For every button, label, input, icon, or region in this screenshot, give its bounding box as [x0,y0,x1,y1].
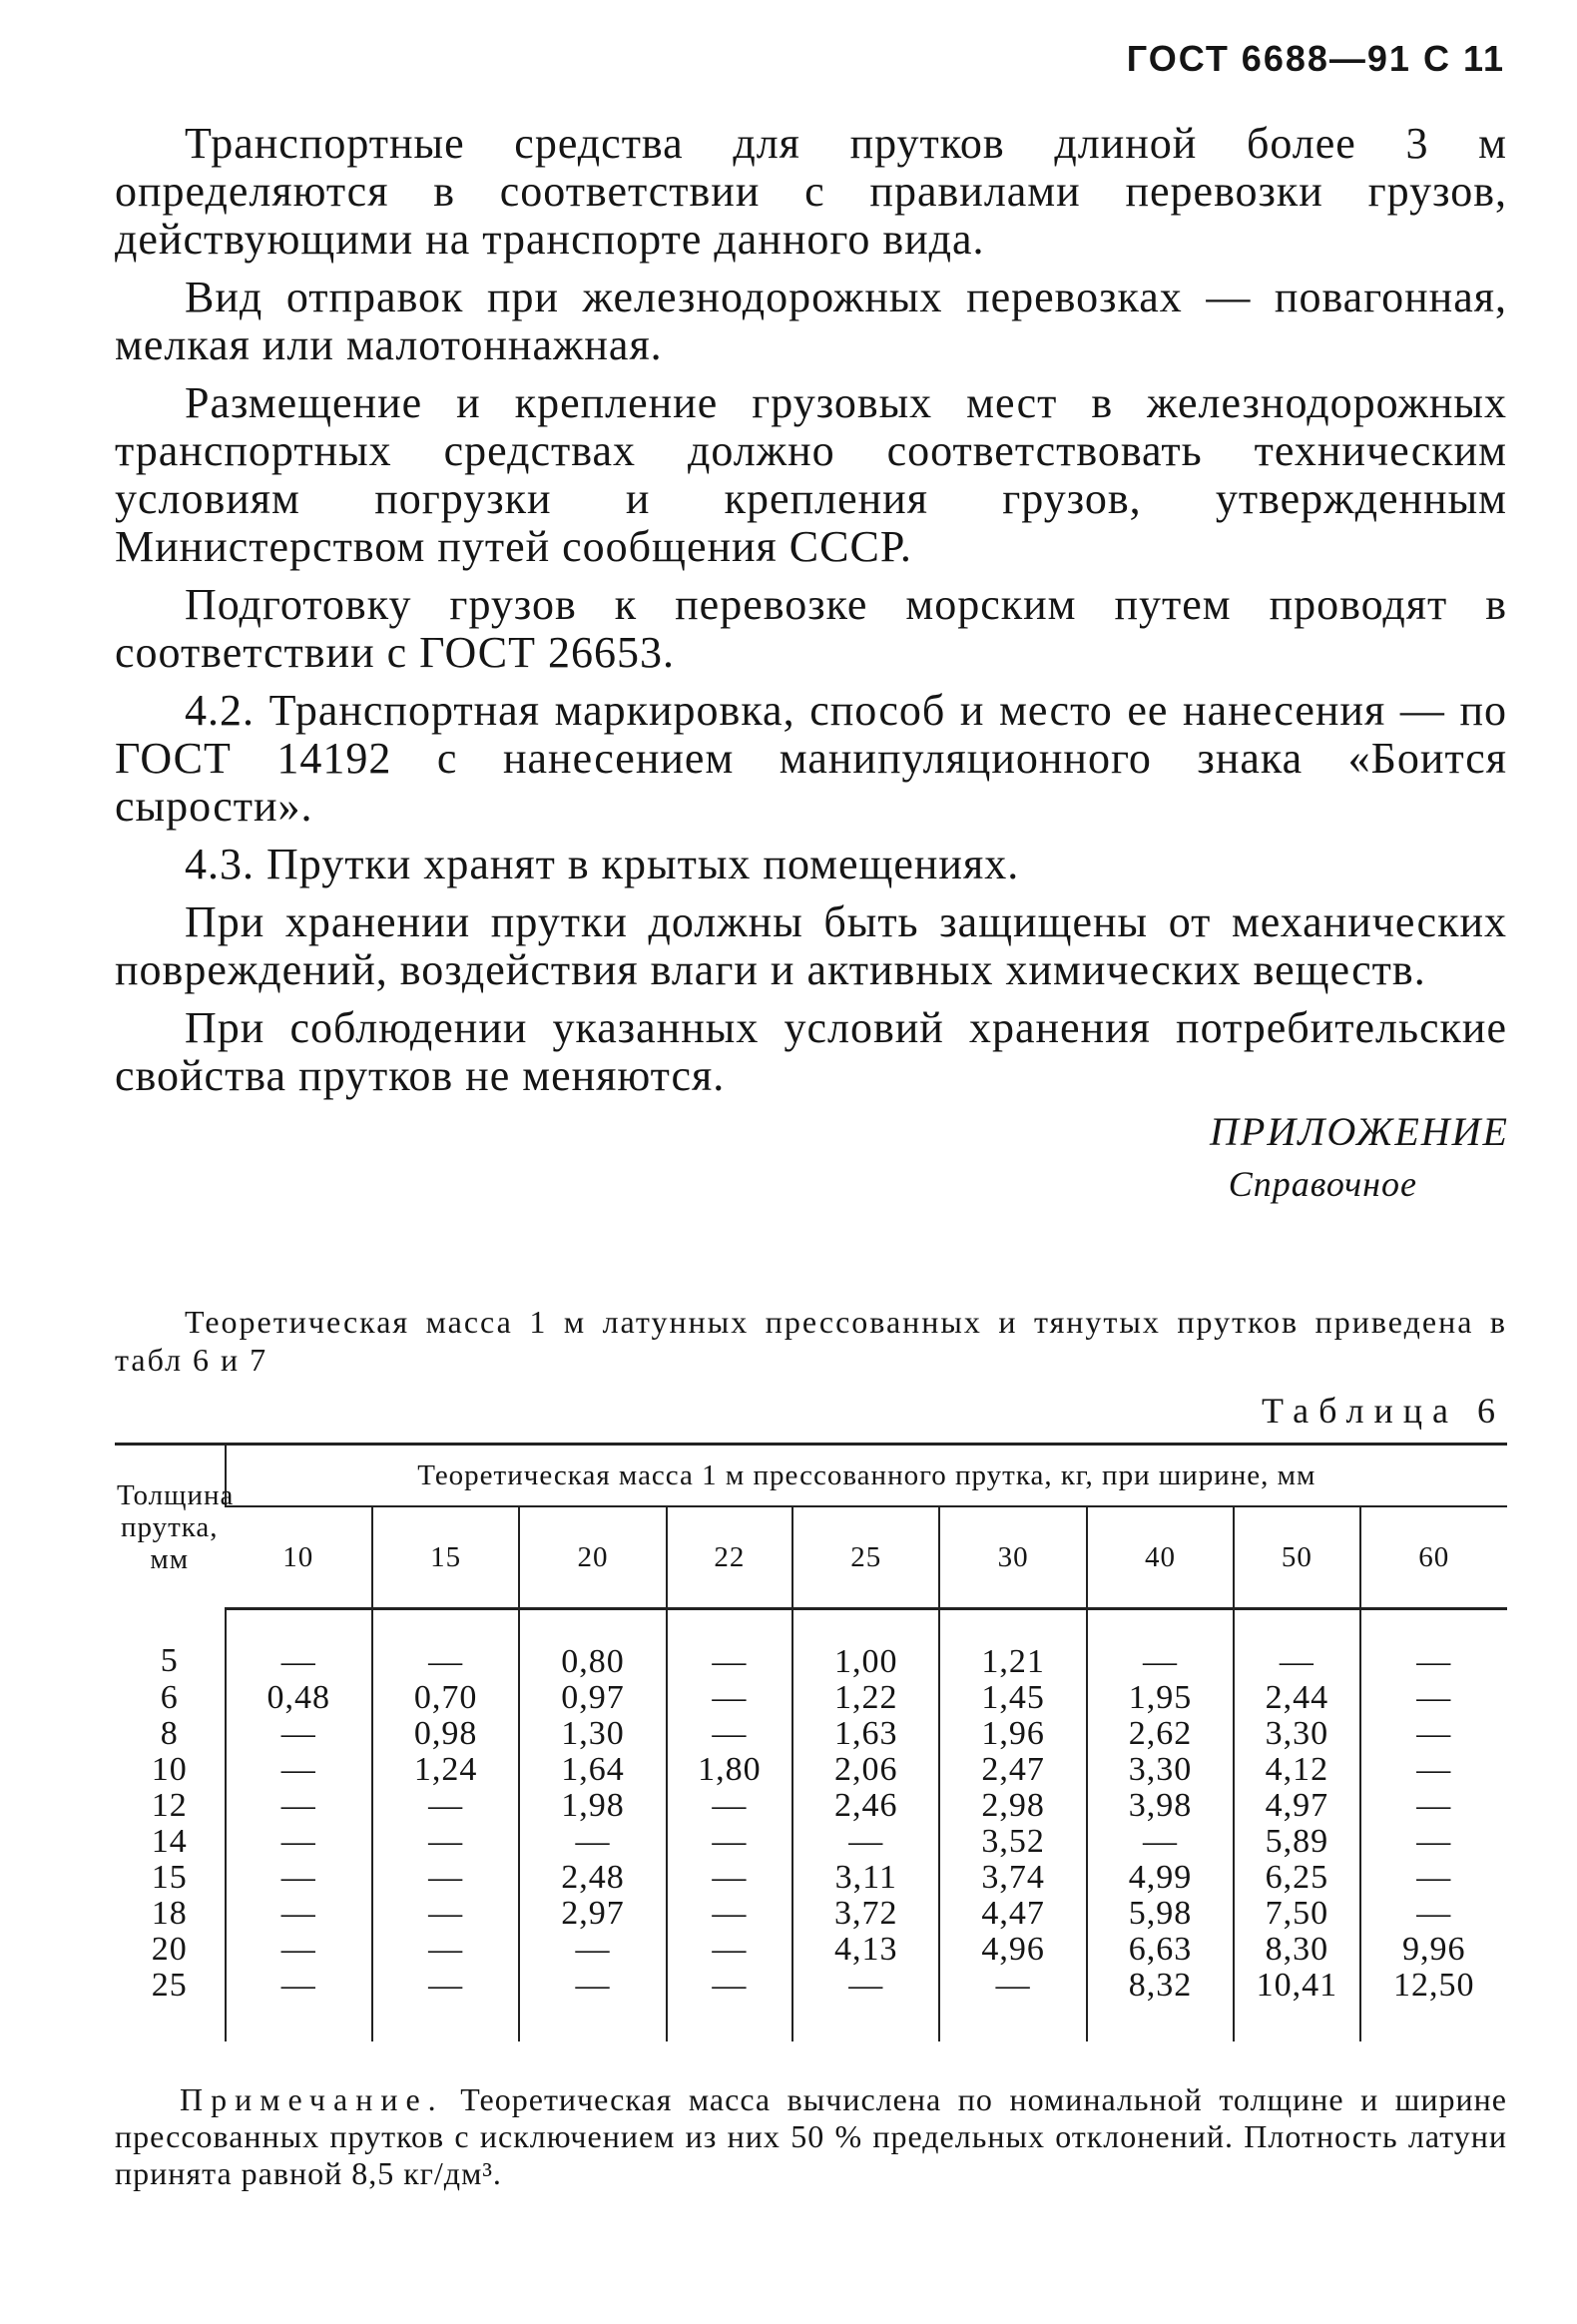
mass-cell: — [792,1824,939,1860]
mass-cell: 1,24 [372,1752,519,1788]
width-header-cell: 60 [1360,1506,1507,1609]
mass-cell: — [226,1788,372,1824]
mass-cell: 2,97 [519,1896,666,1932]
mass-cell: — [372,1896,519,1932]
note [115,2081,1507,2192]
thickness-cell: 25 [151,1967,188,2004]
table-body [115,1609,1507,2042]
mass-cell: 4,12 [1234,1752,1359,1788]
mass-cell: 3,74 [939,1860,1086,1896]
mass-cell: 6,25 [1234,1860,1359,1896]
mass-cell: 7,50 [1234,1896,1359,1932]
mass-cell: — [226,1609,372,1681]
mass-cell: — [372,1932,519,1968]
mass-cell: 4,99 [1087,1860,1234,1896]
mass-cell: 3,11 [792,1860,939,1896]
mass-cell: — [667,1788,792,1824]
table-row [115,1860,1507,1896]
mass-cell: 1,98 [519,1788,666,1824]
paragraph: Вид отправок при железнодорожных перевозках — повагонная, мелкая или малотоннажная. [115,273,1507,369]
mass-cell: 0,98 [372,1716,519,1752]
thickness-cell: 15 [151,1859,188,1896]
mass-cell: 5,98 [1087,1896,1234,1932]
table-row [115,1824,1507,1860]
mass-cell: — [667,1680,792,1716]
mass-cell: — [226,1932,372,1968]
appendix-subtitle: Справочное [1228,1164,1417,1204]
mass-cell: — [1234,1609,1359,1681]
mass-cell: 4,13 [792,1932,939,1968]
mass-cell: 1,21 [939,1609,1086,1681]
mass-cell: 3,30 [1234,1716,1359,1752]
table-intro: Теоретическая масса 1 м латунных прессованных и тянутых прутков приведена в табл 6 и 7 [115,1304,1507,1378]
mass-cell: — [519,1932,666,1968]
appendix-heading [1210,1108,1509,1205]
mass-cell: — [226,1752,372,1788]
thickness-cell: 8 [160,1715,179,1752]
thickness-cell: 14 [151,1823,188,1860]
mass-cell: — [372,1824,519,1860]
mass-cell: — [1087,1824,1234,1860]
mass-cell: 1,22 [792,1680,939,1716]
mass-cell: — [1360,1752,1507,1788]
thickness-header: Толщина прутка, мм [115,1445,226,1609]
mass-cell: — [939,1968,1086,2041]
paragraph: 4.3. Прутки хранят в крытых помещениях. [185,840,1020,888]
mass-cell: 0,80 [519,1609,666,1681]
thickness-cell: 5 [160,1642,179,1680]
mass-cell: 1,00 [792,1609,939,1681]
width-header-cell: 40 [1087,1506,1234,1609]
mass-cell: 2,98 [939,1788,1086,1824]
mass-cell: 0,97 [519,1680,666,1716]
mass-cell: 1,96 [939,1716,1086,1752]
width-header-cell: 50 [1234,1506,1359,1609]
mass-cell: — [226,1860,372,1896]
mass-cell: — [372,1788,519,1824]
mass-cell: — [226,1896,372,1932]
mass-cell: — [1360,1860,1507,1896]
mass-cell: 0,48 [226,1680,372,1716]
page-header: ГОСТ 6688—91 С 11 [1126,38,1505,79]
span-header: Теоретическая масса 1 м прессованного прутка, кг, при ширине, мм [226,1445,1507,1507]
mass-cell: 10,41 [1234,1968,1359,2041]
mass-cell: — [1360,1896,1507,1932]
mass-cell: 0,70 [372,1680,519,1716]
mass-cell: — [1360,1609,1507,1681]
appendix-title: ПРИЛОЖЕНИЕ [1210,1109,1509,1154]
table-row [115,1968,1507,2041]
mass-cell: 2,48 [519,1860,666,1896]
paragraph: 4.2. Транспортная маркировка, способ и место ее нанесения — по ГОСТ 14192 с нанесением манипуляционного знака «Боится сырости». [115,686,1507,831]
mass-cell: — [667,1860,792,1896]
mass-cell: 1,95 [1087,1680,1234,1716]
mass-cell: — [667,1609,792,1681]
mass-cell: 4,47 [939,1896,1086,1932]
mass-cell: — [1360,1680,1507,1716]
width-header-cell: 10 [226,1506,372,1609]
paragraph: Подготовку грузов к перевозке морским путем проводят в соответствии с ГОСТ 26653. [115,580,1507,677]
mass-cell: — [226,1716,372,1752]
table-row [115,1896,1507,1932]
mass-cell: 3,72 [792,1896,939,1932]
mass-cell: — [792,1968,939,2041]
mass-cell: 9,96 [1360,1932,1507,1968]
mass-cell: 8,30 [1234,1932,1359,1968]
mass-cell: 1,80 [667,1752,792,1788]
paragraph: При хранении прутки должны быть защищены от механических повреждений, воздействия влаги и активных химических веществ. [115,897,1507,994]
paragraph: Транспортные средства для прутков длиной более 3 м определяются в соответствии с правилами перевозки грузов, действующими на транспорте данного вида. [115,119,1507,264]
mass-cell: 2,62 [1087,1716,1234,1752]
mass-cell: 5,89 [1234,1824,1359,1860]
table-row [115,1716,1507,1752]
thickness-cell: 20 [151,1931,188,1968]
table-row [115,1932,1507,1968]
width-header-cell: 15 [372,1506,519,1609]
table-row [115,1788,1507,1824]
mass-cell: 3,52 [939,1824,1086,1860]
mass-cell: — [667,1896,792,1932]
note-label: Примечание. [180,2081,444,2117]
mass-cell: 3,30 [1087,1752,1234,1788]
mass-cell: — [667,1932,792,1968]
mass-cell: — [1360,1788,1507,1824]
mass-cell: — [226,1968,372,2041]
mass-cell: — [667,1968,792,2041]
mass-cell: 6,63 [1087,1932,1234,1968]
paragraph: При соблюдении указанных условий хранения потребительские свойства прутков не меняются. [115,1003,1507,1100]
mass-cell: 3,98 [1087,1788,1234,1824]
width-header-cell: 22 [667,1506,792,1609]
mass-cell: — [519,1968,666,2041]
mass-cell: 1,45 [939,1680,1086,1716]
table-caption: Таблица 6 [1262,1391,1505,1431]
mass-cell: — [667,1824,792,1860]
mass-cell: 2,44 [1234,1680,1359,1716]
mass-cell: 1,63 [792,1716,939,1752]
mass-cell: 4,97 [1234,1788,1359,1824]
mass-cell: — [1360,1824,1507,1860]
mass-cell: — [519,1824,666,1860]
table-row [115,1752,1507,1788]
thickness-cell: 18 [151,1895,188,1932]
body-text [115,120,1507,1110]
mass-cell: — [1087,1609,1234,1681]
mass-cell: — [372,1860,519,1896]
mass-cell: — [226,1824,372,1860]
mass-cell: 2,47 [939,1752,1086,1788]
mass-cell: — [372,1609,519,1681]
mass-cell: — [667,1716,792,1752]
mass-cell: — [372,1968,519,2041]
mass-cell: 2,06 [792,1752,939,1788]
width-header-cell: 25 [792,1506,939,1609]
width-header-cell: 20 [519,1506,666,1609]
mass-cell: 12,50 [1360,1968,1507,2041]
note-text: Теоретическая масса вычислена по номинальной толщине и ширине прессованных прутков с исключением из них 50 % предельных отклонений. Плотность латуни принята равной 8,5 кг/дм³. [115,2081,1508,2191]
width-header-cell: 30 [939,1506,1086,1609]
mass-cell: 1,30 [519,1716,666,1752]
mass-cell: — [1360,1716,1507,1752]
mass-cell: 1,64 [519,1752,666,1788]
thickness-cell: 6 [160,1679,179,1716]
table-row [115,1680,1507,1716]
paragraph: Размещение и крепление грузовых мест в железнодорожных транспортных средствах должно соответствовать техническим условиям погрузки и крепления грузов, утвержденным Министерством путей сообщения СССР. [115,378,1507,571]
mass-cell: 8,32 [1087,1968,1234,2041]
thickness-cell: 10 [151,1751,188,1788]
mass-cell: 4,96 [939,1932,1086,1968]
thickness-cell: 12 [151,1787,188,1824]
table-row [115,1609,1507,1681]
mass-cell: 2,46 [792,1788,939,1824]
mass-table [115,1443,1507,2041]
width-header-row [115,1506,1507,1609]
